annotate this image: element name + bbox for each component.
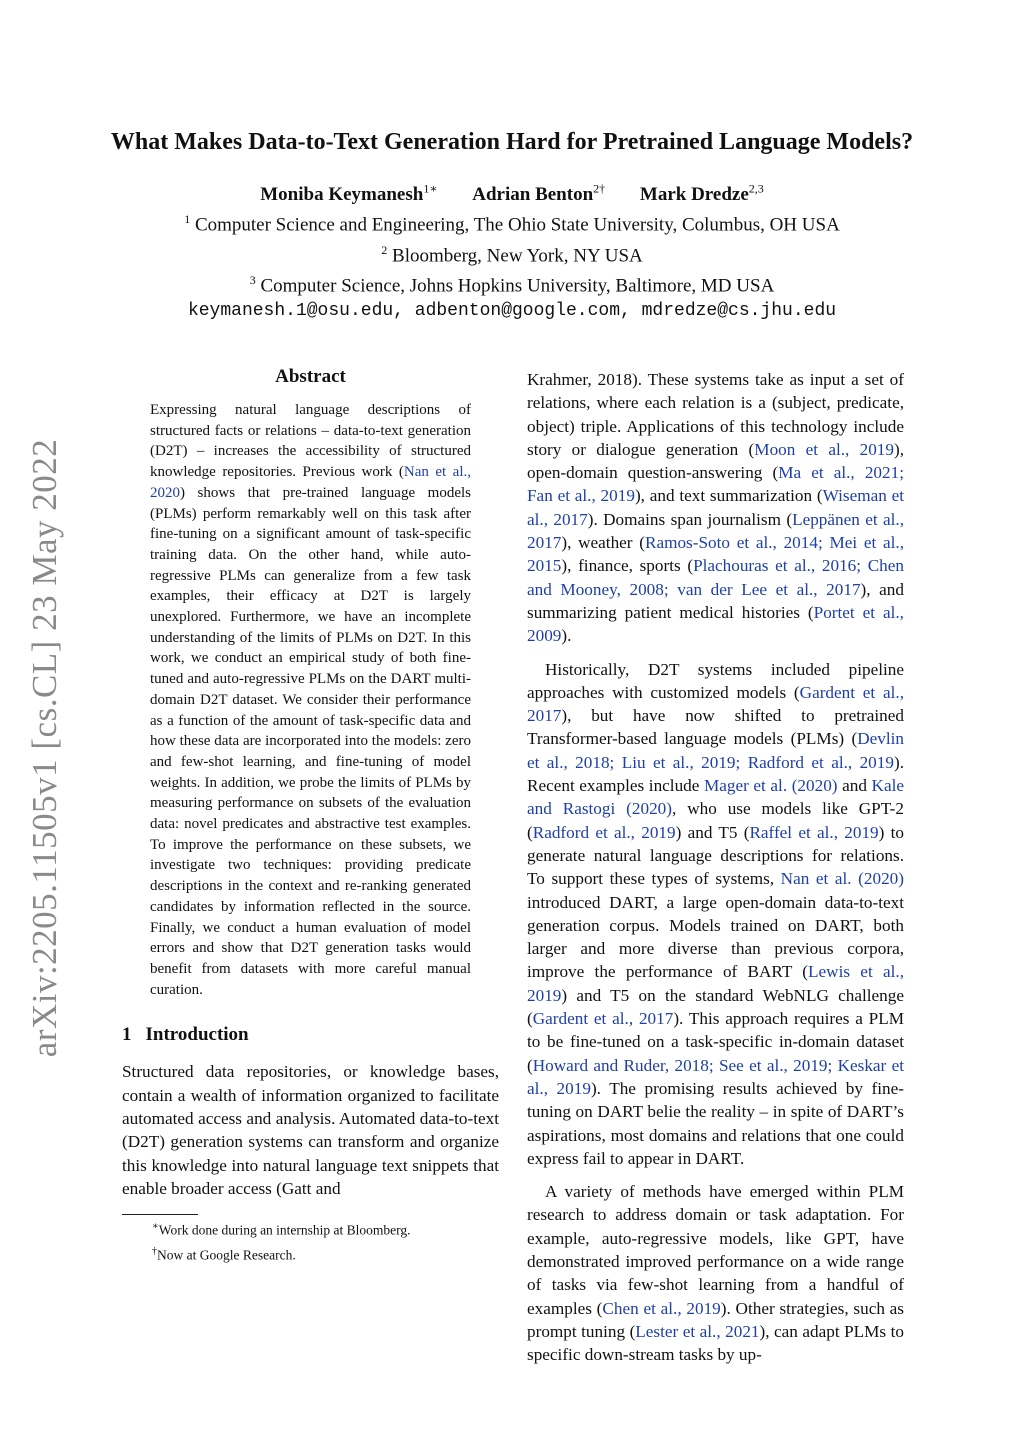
intro-paragraph-2	[527, 658, 904, 1171]
text-run: Expressing natural language descriptions of structured facts or relations – data-to-text generation (D2T) – increases the accessibility of structured knowledge repositories. Previous work (	[150, 402, 471, 481]
author	[260, 184, 437, 205]
text-run: ), and text summarization (	[634, 486, 823, 506]
citation-link[interactable]: Kale and Rastogi (2020)	[527, 776, 904, 819]
citation-link[interactable]: Nan et al. (2020)	[780, 869, 904, 889]
abstract-body	[150, 400, 471, 1000]
citation-link[interactable]: Howard and Ruder, 2018; See et al., 2019; Keskar et al., 2019	[527, 1055, 904, 1098]
footnote-text: Now at Google Research.	[157, 1247, 296, 1263]
text-run: ), finance, sports (	[561, 556, 694, 576]
intro-paragraph-1	[122, 1060, 499, 1200]
citation-link[interactable]: Lester et al., 2021	[635, 1321, 760, 1341]
text-run: introduced DART, a large open-domain data-to-text generation corpus. Models trained on DART, both larger and more diverse than previous corpora, improve the performance of BART (	[527, 892, 904, 982]
text-run: ). Other strategies, such as prompt tuning (	[527, 1298, 904, 1341]
citation-link[interactable]: Wiseman et al., 2017	[527, 486, 904, 529]
section-heading-introduction	[122, 1024, 499, 1046]
affiliation-mark: 2	[381, 242, 388, 257]
author-mark: 2,3	[748, 182, 764, 196]
abstract-heading: Abstract	[275, 366, 346, 387]
affiliation	[100, 238, 924, 268]
right-column	[527, 368, 904, 1376]
citation-link[interactable]: Ma et al., 2021; Fan et al., 2019	[527, 463, 904, 506]
footnote-rule	[122, 1214, 198, 1215]
citation-link[interactable]: Moon et al., 2019	[754, 439, 894, 459]
citation-link[interactable]: Chen et al., 2019	[602, 1298, 721, 1318]
text-run: ), but have now shifted to pretrained Transformer-based language models (PLMs) (	[527, 706, 904, 749]
affiliation-text: Computer Science, Johns Hopkins University, Baltimore, MD USA	[260, 275, 775, 297]
text-run: ) and T5 on the standard WebNLG challenge (	[527, 985, 904, 1029]
intro-paragraph-1-continued	[527, 368, 904, 648]
text-run: ) shows that pre-trained language models (PLMs) perform remarkably well on this task after fine-tuning on a significant amount of task-specific training data. On the other hand, while auto-regressive PLMs can generalize from a few task examples, their efficacy at D2T is largely unexplored. Furthermore, we have an incomplete understanding of the limits of PLMs on D2T. In this work, we conduct an empirical study of both fine-tuned and auto-regressive PLMs on the DART multi-domain D2T dataset. We consider their performance as a function of the amount of task-specific data and how these data are incorporated into the models: zero and few-shot learning, and fine-tuning of model weights. In addition, we probe the limits of PLMs by measuring performance on subsets of the evaluation data: novel predicates and abstractive test examples. To improve the performance on these subsets, we investigate two techniques: providing predicate descriptions in the context and re-ranking generated candidates by information reflected in the source. Finally, we conduct a human evaluation of model errors and show that D2T generation tasks would benefit from datasets with more careful manual curation.	[150, 484, 471, 998]
affiliation-text: Computer Science and Engineering, The Ohio State University, Columbus, OH USA	[194, 214, 840, 236]
author-name: Moniba Keymanesh	[260, 184, 424, 206]
author	[472, 184, 605, 205]
citation-link[interactable]: Leppänen et al., 2017	[527, 509, 904, 553]
text-run: ), open-domain question-answering (	[527, 439, 905, 483]
text-run: Historically, D2T systems included pipeline approaches with customized models (	[527, 659, 904, 702]
affiliation	[100, 207, 924, 237]
citation-link[interactable]: Portet et al., 2009	[527, 602, 904, 646]
left-column	[122, 366, 499, 1264]
text-run: , who use models like GPT-2 (	[527, 799, 904, 842]
text-run: ), can adapt PLMs to specific down-stream tasks by up-	[527, 1321, 904, 1365]
footnote	[152, 1217, 499, 1240]
text-run: ). Domains span journalism (	[587, 509, 793, 529]
text-run: ) and T5 (	[675, 822, 750, 842]
author-mark: 2†	[593, 182, 606, 196]
affiliation	[100, 268, 924, 298]
citation-link[interactable]: Plachouras et al., 2016; Chen and Mooney, 2008; van der Lee et al., 2017	[527, 556, 904, 599]
text-run: ) to generate natural language descriptions for relations. To support these types of systems,	[527, 822, 904, 889]
footnote	[152, 1242, 499, 1265]
citation-link[interactable]: Devlin et al., 2018; Liu et al., 2019; Radford et al., 2019	[527, 729, 904, 772]
citation-link[interactable]: Lewis et al., 2019	[527, 962, 904, 1005]
text-run: ). This approach requires a PLM to be fine-tuned on a task-specific in-domain dataset (	[527, 1009, 904, 1075]
footnote-text: Work done during an internship at Bloomberg.	[158, 1222, 411, 1238]
text-run: ). These systems take as input a set of relations, where each relation is a (subject, predicate, object) triple. Applications of this technology include story or dialogue generation (	[527, 370, 904, 459]
author-list	[100, 177, 924, 207]
text-run: A variety of methods have emerged within PLM research to address domain or task adaptation. For example, auto-regressive models, like GPT, have demonstrated improved performance on a wide range of tasks via few-shot learning from a handful of examples (	[527, 1182, 904, 1318]
text-run: ). The promising results achieved by fine-tuning on DART belie the reality – in spite of DART’s aspirations, most domains and relations that one could express fail to appear in DART.	[527, 1078, 905, 1168]
author-mark: 1∗	[423, 182, 438, 196]
author	[640, 184, 764, 205]
text-run: ).	[561, 626, 572, 646]
citation-link[interactable]: Mager et al. (2020)	[703, 776, 838, 796]
footnote-mark: ∗	[152, 1221, 159, 1233]
affiliation-mark: 1	[184, 212, 191, 227]
footnote-mark: †	[152, 1245, 157, 1257]
citation-link[interactable]: Ramos-Soto et al., 2014; Mei et al., 2015	[527, 533, 904, 576]
intro-paragraph-3	[527, 1180, 904, 1366]
section-title: Introduction	[145, 1024, 249, 1046]
paper-title: What Makes Data-to-Text Generation Hard for Pretrained Language Models?	[110, 129, 914, 155]
citation-link[interactable]: Nan et al., 2020	[150, 464, 472, 501]
text-run: ). Recent examples include	[527, 752, 904, 796]
citation-link[interactable]: Gardent et al., 2017	[527, 682, 904, 726]
affiliation-text: Bloomberg, New York, NY USA	[392, 244, 643, 266]
text-run: Structured data repositories, or knowledge bases, contain a wealth of information organized to facilitate automated access and analysis. Automated data-to-text (D2T) generation systems can transform and organize this knowledge into natural language text snippets that enable broader access (	[122, 1062, 499, 1198]
text-run: ), and summarizing patient medical histories (	[527, 579, 904, 622]
title-block	[100, 128, 924, 325]
citation-link[interactable]: Raffel et al., 2019	[749, 822, 879, 842]
citation-link[interactable]: Radford et al., 2019	[532, 822, 676, 842]
text-run: Krahmer, 2018	[527, 370, 632, 389]
text-run: Gatt and	[281, 1178, 341, 1198]
arxiv-stamp: arXiv:2205.11505v1 [cs.CL] 23 May 2022	[25, 438, 64, 1058]
author-name: Mark Dredze	[639, 184, 749, 206]
citation-link[interactable]: Gardent et al., 2017	[532, 1009, 674, 1029]
affiliation-mark: 3	[249, 272, 256, 287]
section-number: 1	[122, 1024, 132, 1046]
author-emails: keymanesh.1@osu.edu, adbenton@google.com, mdredze@cs.jhu.edu	[187, 301, 837, 322]
text-run: ), weather (	[561, 533, 645, 553]
text-run: and	[837, 776, 872, 796]
author-name: Adrian Benton	[472, 184, 594, 206]
